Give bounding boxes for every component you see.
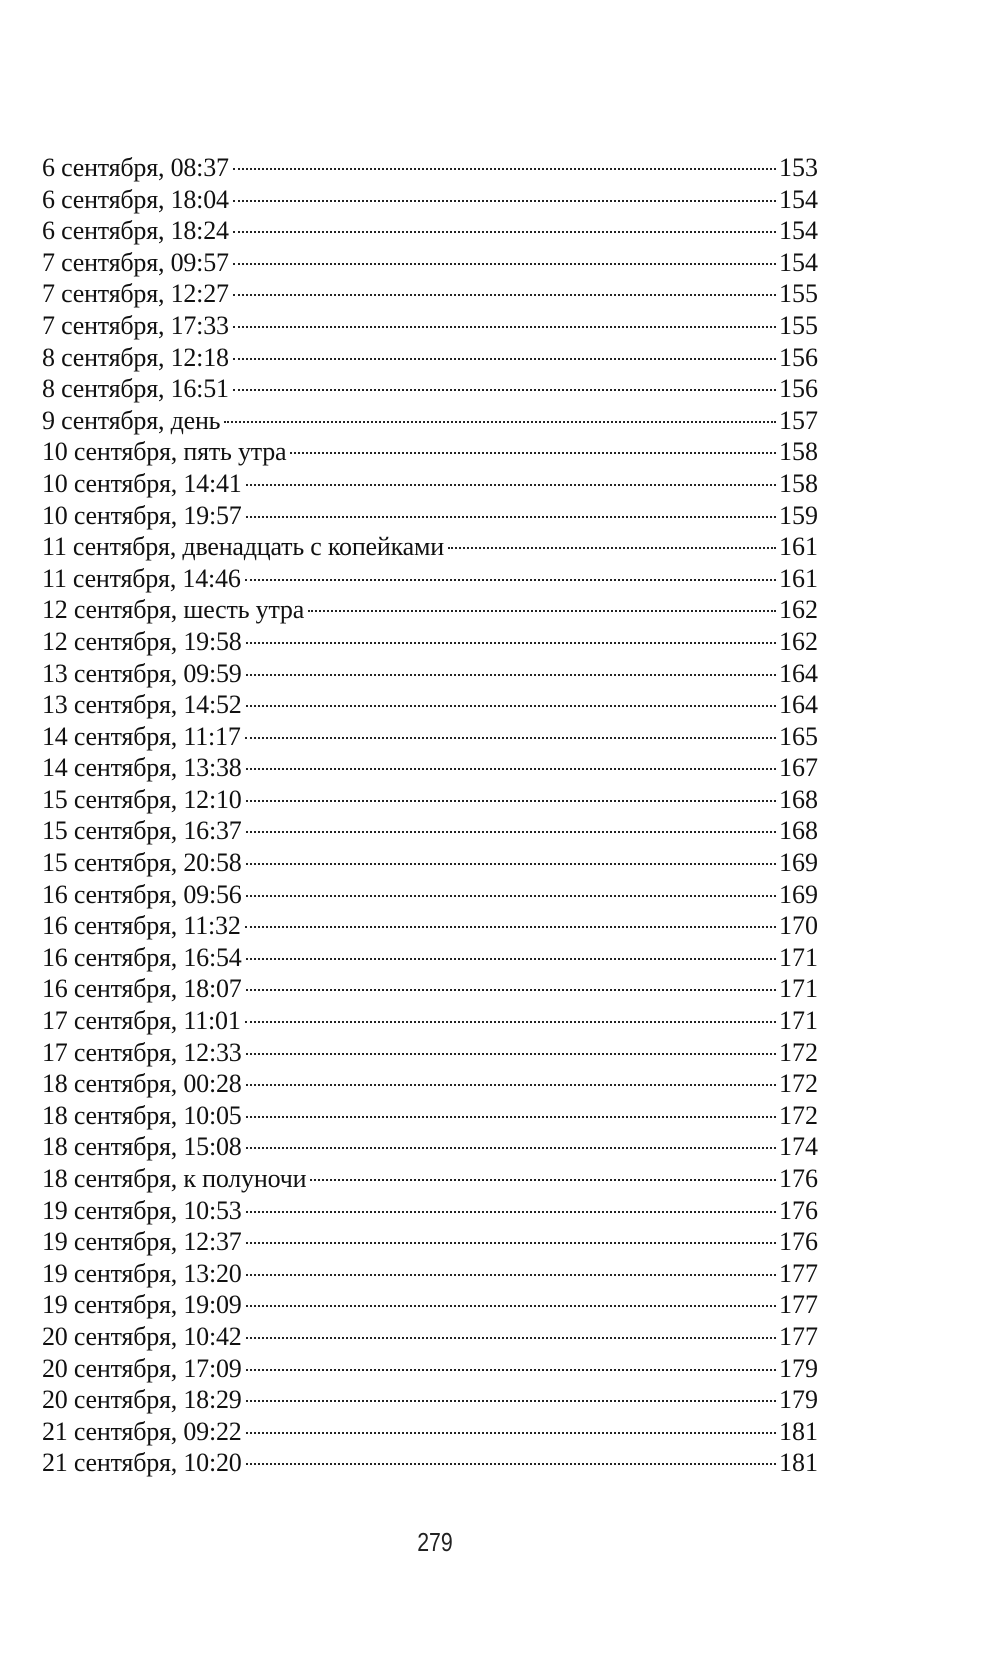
- toc-entry-label: 20 сентября, 17:09: [42, 1353, 242, 1383]
- toc-entry-label: 7 сентября, 17:33: [42, 310, 229, 340]
- toc-entry-page: 181: [779, 1416, 818, 1446]
- toc-entry: [42, 1005, 818, 1037]
- dot-leader: [224, 421, 776, 423]
- toc-entry: [42, 1289, 818, 1321]
- toc-entry-page: 172: [779, 1069, 818, 1099]
- toc-entry: [42, 973, 818, 1005]
- toc-entry-label: 19 сентября, 12:37: [42, 1227, 242, 1257]
- dot-leader: [246, 1242, 776, 1244]
- toc-entry-label: 11 сентября, 14:46: [42, 563, 241, 593]
- dot-leader: [233, 231, 776, 233]
- toc-entry-label: 14 сентября, 13:38: [42, 753, 242, 783]
- dot-leader: [246, 705, 776, 707]
- toc-entry-page: 172: [779, 1037, 818, 1067]
- toc-entry-label: 20 сентября, 10:42: [42, 1321, 242, 1351]
- dot-leader: [245, 737, 776, 739]
- dot-leader: [233, 168, 776, 170]
- toc-entry-label: 6 сентября, 18:04: [42, 184, 229, 214]
- toc-entry: [42, 436, 818, 468]
- toc-entry: [42, 784, 818, 816]
- toc-entry-label: 21 сентября, 09:22: [42, 1416, 242, 1446]
- toc-entry-label: 16 сентября, 18:07: [42, 974, 242, 1004]
- dot-leader: [246, 1463, 776, 1465]
- toc-entry: [42, 910, 818, 942]
- toc-entry-label: 15 сентября, 12:10: [42, 784, 242, 814]
- toc-entry-label: 19 сентября, 10:53: [42, 1195, 242, 1225]
- toc-entry-label: 18 сентября, к полуночи: [42, 1164, 307, 1193]
- dot-leader: [246, 484, 776, 486]
- toc-entry: [42, 310, 818, 342]
- toc-entry-label: 18 сентября, 00:28: [42, 1069, 242, 1099]
- toc-entry-label: 9 сентября, день: [42, 405, 221, 435]
- toc-entry-label: 6 сентября, 08:37: [42, 153, 229, 182]
- dot-leader: [245, 1021, 776, 1023]
- toc-entry-page: 154: [779, 247, 818, 277]
- toc-entry: [42, 658, 818, 690]
- toc-entry-page: 158: [779, 468, 818, 498]
- toc-entry-label: 16 сентября, 11:32: [42, 911, 241, 941]
- dot-leader: [246, 1084, 776, 1086]
- toc-entry-page: 171: [779, 974, 818, 1004]
- toc-entry: [42, 942, 818, 974]
- toc-entry: [42, 278, 818, 310]
- dot-leader: [246, 1337, 776, 1339]
- toc-entry-label: 16 сентября, 16:54: [42, 942, 242, 972]
- toc-entry-label: 6 сентября, 18:24: [42, 216, 229, 246]
- toc-entry-label: 8 сентября, 16:51: [42, 374, 229, 404]
- toc-entry: [42, 1447, 818, 1479]
- toc-entry-label: 19 сентября, 19:09: [42, 1290, 242, 1320]
- toc-entry: [42, 1321, 818, 1353]
- toc-entry-label: 10 сентября, 19:57: [42, 500, 242, 530]
- dot-leader: [246, 1274, 776, 1276]
- dot-leader: [246, 800, 776, 802]
- toc-entry: [42, 1163, 818, 1195]
- toc-entry: [42, 563, 818, 595]
- toc-entry-page: 156: [779, 342, 818, 372]
- toc-entry: [42, 247, 818, 279]
- dot-leader: [246, 863, 776, 865]
- dot-leader: [290, 452, 776, 454]
- dot-leader: [233, 263, 776, 265]
- toc-entry-page: 181: [779, 1448, 818, 1478]
- dot-leader: [246, 1211, 776, 1213]
- toc-entry: [42, 1131, 818, 1163]
- toc-entry-page: 164: [779, 690, 818, 720]
- toc-entry-label: 17 сентября, 11:01: [42, 1006, 241, 1036]
- toc-entry: [42, 342, 818, 374]
- toc-entry: [42, 215, 818, 247]
- toc-entry-page: 158: [779, 437, 818, 467]
- toc-entry-label: 17 сентября, 12:33: [42, 1037, 242, 1067]
- toc-entry: [42, 500, 818, 532]
- toc-entry-page: 156: [779, 374, 818, 404]
- toc-entry-page: 172: [779, 1100, 818, 1130]
- toc-entry-page: 171: [779, 942, 818, 972]
- toc-entry-page: 161: [779, 563, 818, 593]
- dot-leader: [246, 1369, 776, 1371]
- toc-entry: [42, 721, 818, 753]
- dot-leader: [246, 1116, 776, 1118]
- toc-entry-page: 154: [779, 216, 818, 246]
- toc-entry-page: 179: [779, 1353, 818, 1383]
- toc-entry-label: 20 сентября, 18:29: [42, 1385, 242, 1415]
- dot-leader: [233, 294, 776, 296]
- toc-entry: [42, 752, 818, 784]
- dot-leader: [448, 547, 776, 549]
- toc-entry-label: 16 сентября, 09:56: [42, 879, 242, 909]
- table-of-contents: [42, 152, 818, 1479]
- dot-leader: [246, 1305, 776, 1307]
- toc-entry: [42, 152, 818, 184]
- toc-entry: [42, 689, 818, 721]
- toc-entry: [42, 184, 818, 216]
- toc-entry-page: 177: [779, 1321, 818, 1351]
- toc-entry-page: 155: [779, 310, 818, 340]
- toc-entry: [42, 1384, 818, 1416]
- toc-entry-page: 168: [779, 784, 818, 814]
- toc-entry: [42, 815, 818, 847]
- toc-entry-page: 155: [779, 279, 818, 309]
- dot-leader: [233, 358, 776, 360]
- toc-entry: [42, 1353, 818, 1385]
- toc-entry-page: 154: [779, 184, 818, 214]
- toc-entry-page: 171: [779, 1006, 818, 1036]
- toc-entry-page: 161: [779, 532, 818, 562]
- toc-entry-page: 157: [779, 405, 818, 435]
- toc-entry: [42, 405, 818, 437]
- dot-leader: [246, 958, 776, 960]
- toc-entry-label: 11 сентября, двенадцать с копейками: [42, 532, 444, 562]
- toc-entry: [42, 1258, 818, 1290]
- dot-leader: [246, 642, 776, 644]
- toc-entry-page: 167: [779, 753, 818, 783]
- toc-entry-label: 12 сентября, шесть утра: [42, 595, 305, 625]
- toc-entry: [42, 1195, 818, 1227]
- toc-entry-label: 15 сентября, 16:37: [42, 816, 242, 846]
- toc-entry: [42, 594, 818, 626]
- dot-leader: [245, 926, 776, 928]
- toc-entry-page: 177: [779, 1258, 818, 1288]
- toc-entry-page: 176: [779, 1164, 818, 1193]
- toc-entry-label: 8 сентября, 12:18: [42, 342, 229, 372]
- dot-leader: [246, 768, 776, 770]
- toc-entry: [42, 531, 818, 563]
- dot-leader: [233, 389, 776, 391]
- toc-entry-page: 169: [779, 848, 818, 878]
- toc-entry-page: 170: [779, 911, 818, 941]
- toc-entry-label: 7 сентября, 09:57: [42, 247, 229, 277]
- toc-entry-label: 15 сентября, 20:58: [42, 848, 242, 878]
- toc-entry-page: 179: [779, 1385, 818, 1415]
- dot-leader: [233, 200, 776, 202]
- dot-leader: [308, 610, 776, 612]
- toc-entry-label: 18 сентября, 15:08: [42, 1132, 242, 1162]
- dot-leader: [246, 1432, 776, 1434]
- toc-entry-page: 174: [779, 1132, 818, 1162]
- dot-leader: [246, 895, 776, 897]
- toc-entry-page: 153: [779, 153, 818, 182]
- toc-entry-label: 12 сентября, 19:58: [42, 626, 242, 656]
- page-number: 279: [417, 1527, 453, 1557]
- toc-entry-label: 13 сентября, 09:59: [42, 658, 242, 688]
- toc-entry: [42, 1416, 818, 1448]
- toc-entry-page: 169: [779, 879, 818, 909]
- dot-leader: [246, 1400, 776, 1402]
- dot-leader: [246, 1147, 776, 1149]
- toc-entry-page: 168: [779, 816, 818, 846]
- toc-entry-page: 177: [779, 1290, 818, 1320]
- toc-entry: [42, 1068, 818, 1100]
- toc-entry-page: 164: [779, 658, 818, 688]
- dot-leader: [246, 989, 776, 991]
- toc-entry-page: 165: [779, 721, 818, 751]
- toc-entry-page: 159: [779, 500, 818, 530]
- toc-entry-page: 162: [779, 626, 818, 656]
- toc-entry-label: 21 сентября, 10:20: [42, 1448, 242, 1478]
- toc-entry: [42, 1037, 818, 1069]
- toc-entry-label: 13 сентября, 14:52: [42, 690, 242, 720]
- toc-entry-label: 10 сентября, 14:41: [42, 468, 242, 498]
- toc-entry: [42, 847, 818, 879]
- toc-entry: [42, 468, 818, 500]
- toc-entry: [42, 626, 818, 658]
- dot-leader: [245, 579, 776, 581]
- toc-entry-page: 176: [779, 1227, 818, 1257]
- dot-leader: [233, 326, 776, 328]
- dot-leader: [246, 674, 776, 676]
- toc-entry: [42, 1226, 818, 1258]
- toc-entry: [42, 879, 818, 911]
- dot-leader: [246, 831, 776, 833]
- toc-entry-page: 176: [779, 1195, 818, 1225]
- toc-entry-label: 14 сентября, 11:17: [42, 721, 241, 751]
- toc-entry-page: 162: [779, 595, 818, 625]
- toc-entry-label: 18 сентября, 10:05: [42, 1100, 242, 1130]
- toc-entry: [42, 373, 818, 405]
- toc-entry-label: 10 сентября, пять утра: [42, 437, 287, 467]
- toc-entry-label: 19 сентября, 13:20: [42, 1258, 242, 1288]
- toc-entry-label: 7 сентября, 12:27: [42, 279, 229, 309]
- toc-entry: [42, 1100, 818, 1132]
- dot-leader: [246, 1053, 776, 1055]
- dot-leader: [246, 516, 776, 518]
- dot-leader: [310, 1179, 776, 1181]
